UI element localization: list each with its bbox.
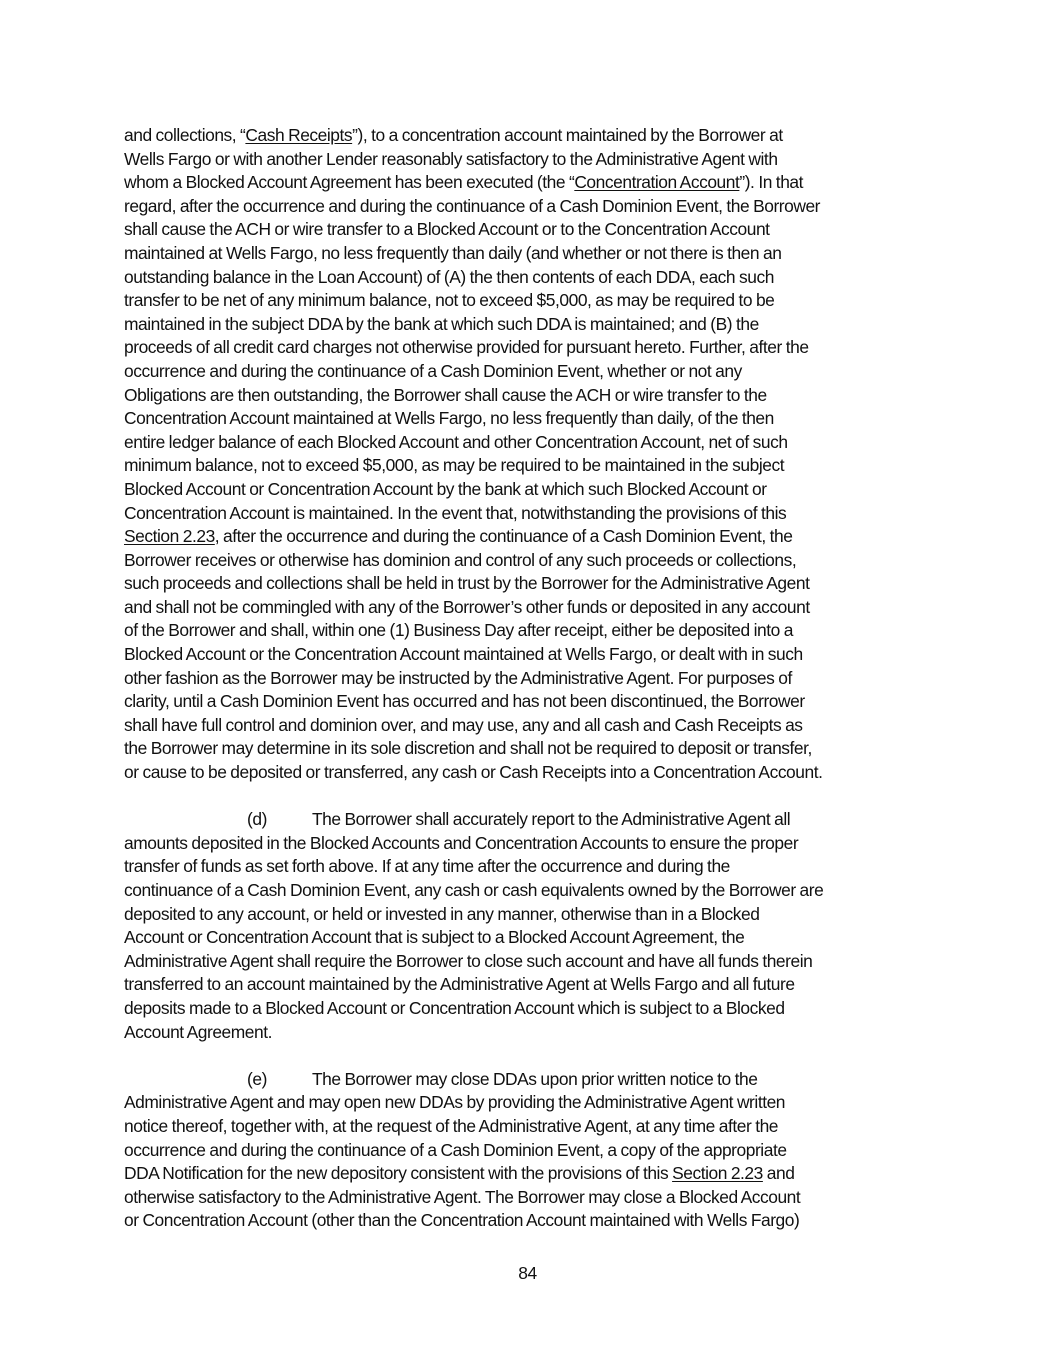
paragraph-e-first-line (124, 1068, 936, 1092)
paragraph-cash-receipts (124, 124, 936, 785)
paragraph-d (124, 808, 936, 1044)
text-line: proceeds of all credit card charges not otherwise provided for pursuant hereto. Further, after the (124, 337, 809, 358)
text-line: Account Agreement. (124, 1021, 273, 1042)
text-line: maintained in the subject DDA by the bank at which such DDA is maintained; and (B) the (124, 313, 759, 334)
text-line: Concentration Account is maintained. In the event that, notwithstanding the provisions of this (124, 502, 787, 523)
text-line: Concentration Account maintained at Wells Fargo, no less frequently than daily, of the then (124, 408, 774, 429)
text-line: Obligations are then outstanding, the Borrower shall cause the ACH or wire transfer to the (124, 384, 767, 405)
text-line: the Borrower may determine in its sole discretion and shall not be required to deposit or transfer, (124, 738, 812, 759)
paragraph-e-body (124, 1091, 936, 1233)
text-line: minimum balance, not to exceed $5,000, as may be required to be maintained in the subject (124, 455, 785, 476)
text-line: notice thereof, together with, at the request of the Administrative Agent, at any time after the (124, 1115, 779, 1136)
text-line: Blocked Account or Concentration Account by the bank at which such Blocked Account or (124, 478, 767, 499)
text-line: such proceeds and collections shall be held in trust by the Borrower for the Administrative Agent (124, 573, 810, 594)
text-line: or cause to be deposited or transferred, any cash or Cash Receipts into a Concentration Account. (124, 762, 823, 783)
text-line: transferred to an account maintained by the Administrative Agent at Wells Fargo and all future (124, 974, 795, 995)
text-line: Section 2.23, after the occurrence and during the continuance of a Cash Dominion Event, the (124, 526, 793, 547)
paragraph-e (124, 1068, 936, 1233)
text-line: DDA Notification for the new depository consistent with the provisions of this Section 2.23 and (124, 1163, 795, 1184)
text-line: otherwise satisfactory to the Administrative Agent. The Borrower may close a Blocked Account (124, 1186, 801, 1207)
text-line: and shall not be commingled with any of the Borrower’s other funds or deposited in any account (124, 596, 810, 617)
text-line: Blocked Account or the Concentration Account maintained at Wells Fargo, or dealt with in such (124, 644, 803, 665)
text-line: continuance of a Cash Dominion Event, any cash or cash equivalents owned by the Borrower are (124, 880, 824, 900)
text-line: occurrence and during the continuance of a Cash Dominion Event, a copy of the appropriate (124, 1139, 787, 1160)
paragraph-e-first-line-text: The Borrower may close DDAs upon prior written notice to the (312, 1068, 758, 1089)
paragraph-e-label: (e) (247, 1068, 267, 1089)
text-line: whom a Blocked Account Agreement has been executed (the “Concentration Account”). In that (124, 172, 804, 193)
text-line: Borrower receives or otherwise has dominion and control of any such proceeds or collections, (124, 549, 797, 570)
text-line: Wells Fargo or with another Lender reasonably satisfactory to the Administrative Agent with (124, 148, 778, 169)
text-line: shall cause the ACH or wire transfer to a Blocked Account or to the Concentration Account (124, 219, 770, 240)
text-line: shall have full control and dominion over, and may use, any and all cash and Cash Receipts as (124, 714, 803, 735)
text-line: deposited to any account, or held or invested in any manner, otherwise than in a Blocked (124, 903, 760, 924)
text-line: regard, after the occurrence and during the continuance of a Cash Dominion Event, the Borrower (124, 195, 821, 216)
text-line: of the Borrower and shall, within one (1) Business Day after receipt, either be deposited into a (124, 620, 793, 641)
text-line: clarity, until a Cash Dominion Event has occurred and has not been discontinued, the Borrower (124, 691, 805, 712)
text-line: maintained at Wells Fargo, no less frequently than daily (and whether or not there is then an (124, 242, 782, 263)
defined-term-reference: Section 2.23 (672, 1163, 763, 1184)
text-line: outstanding balance in the Loan Account) of (A) the then contents of each DDA, each such (124, 266, 774, 287)
text-line: deposits made to a Blocked Account or Concentration Account which is subject to a Blocked (124, 997, 785, 1018)
paragraph-d-first-line (124, 808, 936, 832)
text-line: and collections, “Cash Receipts”), to a concentration account maintained by the Borrower at (124, 125, 783, 145)
defined-term-reference: Cash Receipts (245, 125, 353, 145)
text-line: occurrence and during the continuance of a Cash Dominion Event, whether or not any (124, 360, 742, 381)
text-line: Administrative Agent shall require the Borrower to close such account and have all funds therein (124, 950, 813, 971)
page-number: 84 (518, 1263, 537, 1283)
text-line: transfer of funds as set forth above. If at any time after the occurrence and during the (124, 856, 730, 877)
text-line: transfer to be net of any minimum balance, not to exceed $5,000, as may be required to be (124, 290, 775, 311)
text-line: entire ledger balance of each Blocked Account and other Concentration Account, net of such (124, 431, 788, 452)
text-line: other fashion as the Borrower may be instructed by the Administrative Agent. For purposes of (124, 667, 792, 688)
paragraph-d-body (124, 832, 936, 1044)
defined-term-reference: Section 2.23 (124, 526, 215, 547)
text-line: Account or Concentration Account that is subject to a Blocked Account Agreement, the (124, 927, 745, 948)
text-line: Administrative Agent and may open new DDAs by providing the Administrative Agent written (124, 1092, 786, 1113)
document-page (124, 124, 936, 1233)
paragraph-d-label: (d) (247, 809, 267, 830)
paragraph-d-first-line-text: The Borrower shall accurately report to the Administrative Agent all (312, 809, 791, 830)
defined-term-reference: Concentration Account (574, 172, 740, 193)
text-line: amounts deposited in the Blocked Accounts and Concentration Accounts to ensure the proper (124, 832, 799, 853)
text-line: or Concentration Account (other than the Concentration Account maintained with Wells Fargo) (124, 1210, 800, 1231)
